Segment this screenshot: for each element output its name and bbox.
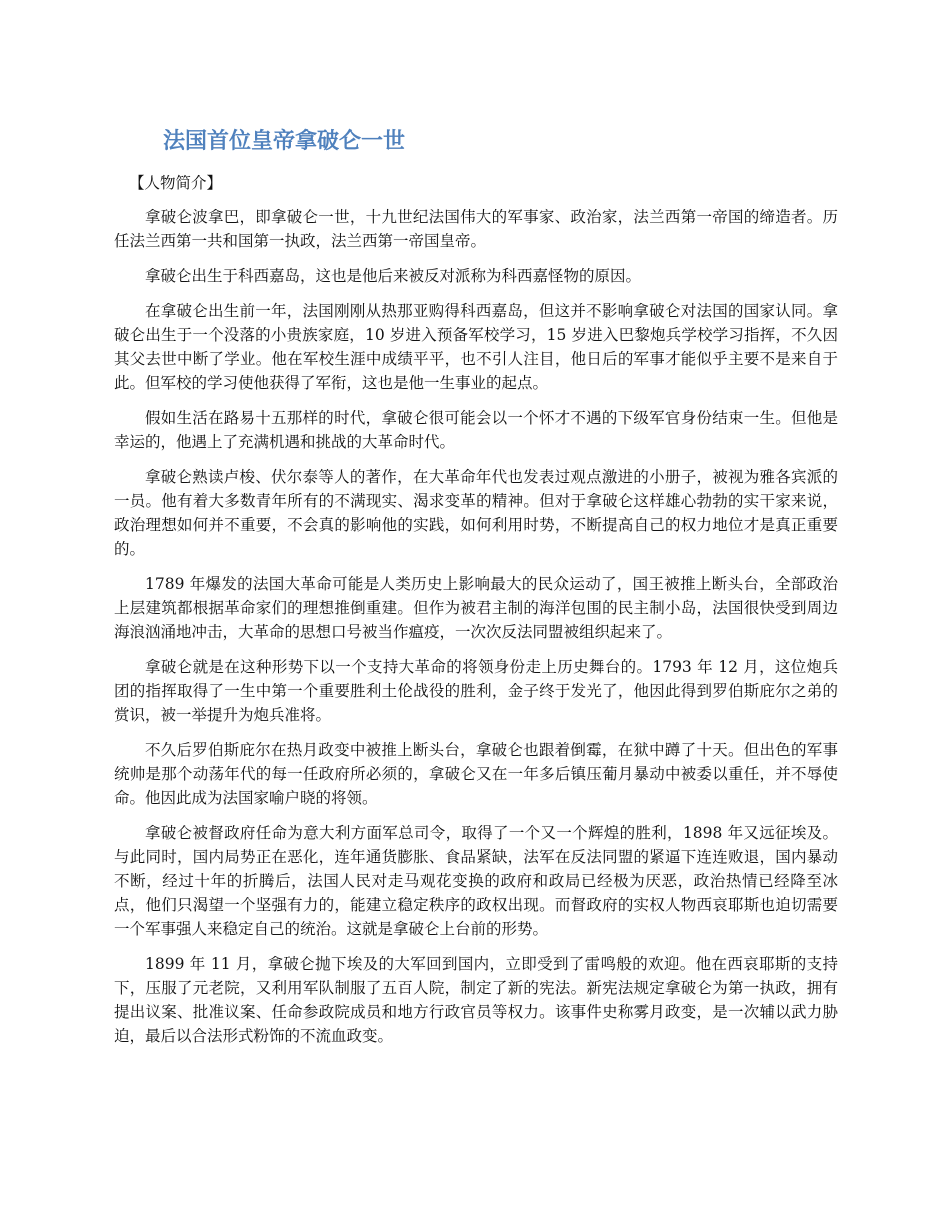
paragraph-9: 拿破仑被督政府任命为意大利方面军总司令，取得了一个又一个辉煌的胜利，1898 年又远征埃及。与此同时，国内局势正在恶化，连年通货膨胀、食品紧缺，法军在反法同盟的紧逼下连连败退，国内暴动不断，经过十年的折腾后，法国人民对走马观花变换的政府和政局已经极为厌恶，政治热情已经降至冰点，他们只渴望一个坚强有力的，能建立稳定秩序的政权出现。而督政府的实权人物西哀耶斯也迫切需要一个军事强人来稳定自己的统治。这就是拿破仑上台前的形势。 [114, 824, 838, 938]
paragraph-5: 拿破仑熟读卢梭、伏尔泰等人的著作，在大革命年代也发表过观点激进的小册子，被视为雅各宾派的一员。他有着大多数青年所有的不满现实、渴求变革的精神。但对于拿破仑这样雄心勃勃的实干家来说，政治理想如何并不重要，不会真的影响他的实践，如何利用时势，不断提高自己的权力地位才是真正重要的。 [114, 468, 838, 558]
paragraph-3: 在拿破仑出生前一年，法国刚刚从热那亚购得科西嘉岛，但这并不影响拿破仑对法国的国家认同。拿破仑出生于一个没落的小贵族家庭，10 岁进入预备军校学习，15 岁进入巴黎炮兵学校学习指挥，不久因其父去世中断了学业。他在军校生涯中成绩平平，也不引人注目，他日后的军事才能似乎主要不是来自于此。但军校的学习使他获得了军衔，这也是他一生事业的起点。 [114, 302, 838, 392]
paragraph-1: 拿破仑波拿巴，即拿破仑一世，十九世纪法国伟大的军事家、政治家，法兰西第一帝国的缔造者。历任法兰西第一共和国第一执政，法兰西第一帝国皇帝。 [114, 208, 838, 250]
paragraph-7: 拿破仑就是在这种形势下以一个支持大革命的将领身份走上历史舞台的。1793 年 12 月，这位炮兵团的指挥取得了一生中第一个重要胜利土伦战役的胜利，金子终于发光了，他因此得到罗伯斯庇尔之弟的赏识，被一举提升为炮兵准将。 [114, 658, 838, 724]
document-title: 法国首位皇帝拿破仑一世 [163, 129, 406, 154]
section-label: 【人物简介】 [129, 174, 223, 192]
paragraph-4: 假如生活在路易十五那样的时代，拿破仑很可能会以一个怀才不遇的下级军官身份结束一生。但他是幸运的，他遇上了充满机遇和挑战的大革命时代。 [114, 409, 838, 451]
paragraph-8: 不久后罗伯斯庇尔在热月政变中被推上断头台，拿破仑也跟着倒霉，在狱中蹲了十天。但出色的军事统帅是那个动荡年代的每一任政府所必须的，拿破仑又在一年多后镇压葡月暴动中被委以重任，并不辱使命。他因此成为法国家喻户晓的将领。 [114, 741, 838, 807]
paragraph-10: 1899 年 11 月，拿破仑抛下埃及的大军回到国内，立即受到了雷鸣般的欢迎。他在西哀耶斯的支持下，压服了元老院，又利用军队制服了五百人院，制定了新的宪法。新宪法规定拿破仑为第一执政，拥有提出议案、批准议案、任命参政院成员和地方行政官员等权力。该事件史称雾月政变，是一次辅以武力胁迫，最后以合法形式粉饰的不流血政变。 [114, 955, 838, 1045]
paragraph-6: 1789 年爆发的法国大革命可能是人类历史上影响最大的民众运动了，国王被推上断头台，全部政治上层建筑都根据革命家们的理想推倒重建。但作为被君主制的海洋包围的民主制小岛，法国很快受到周边海浪汹涌地冲击，大革命的思想口号被当作瘟疫，一次次反法同盟被组织起来了。 [114, 575, 838, 641]
paragraph-2: 拿破仑出生于科西嘉岛，这也是他后来被反对派称为科西嘉怪物的原因。 [145, 267, 642, 285]
body-text [114, 205, 838, 1059]
